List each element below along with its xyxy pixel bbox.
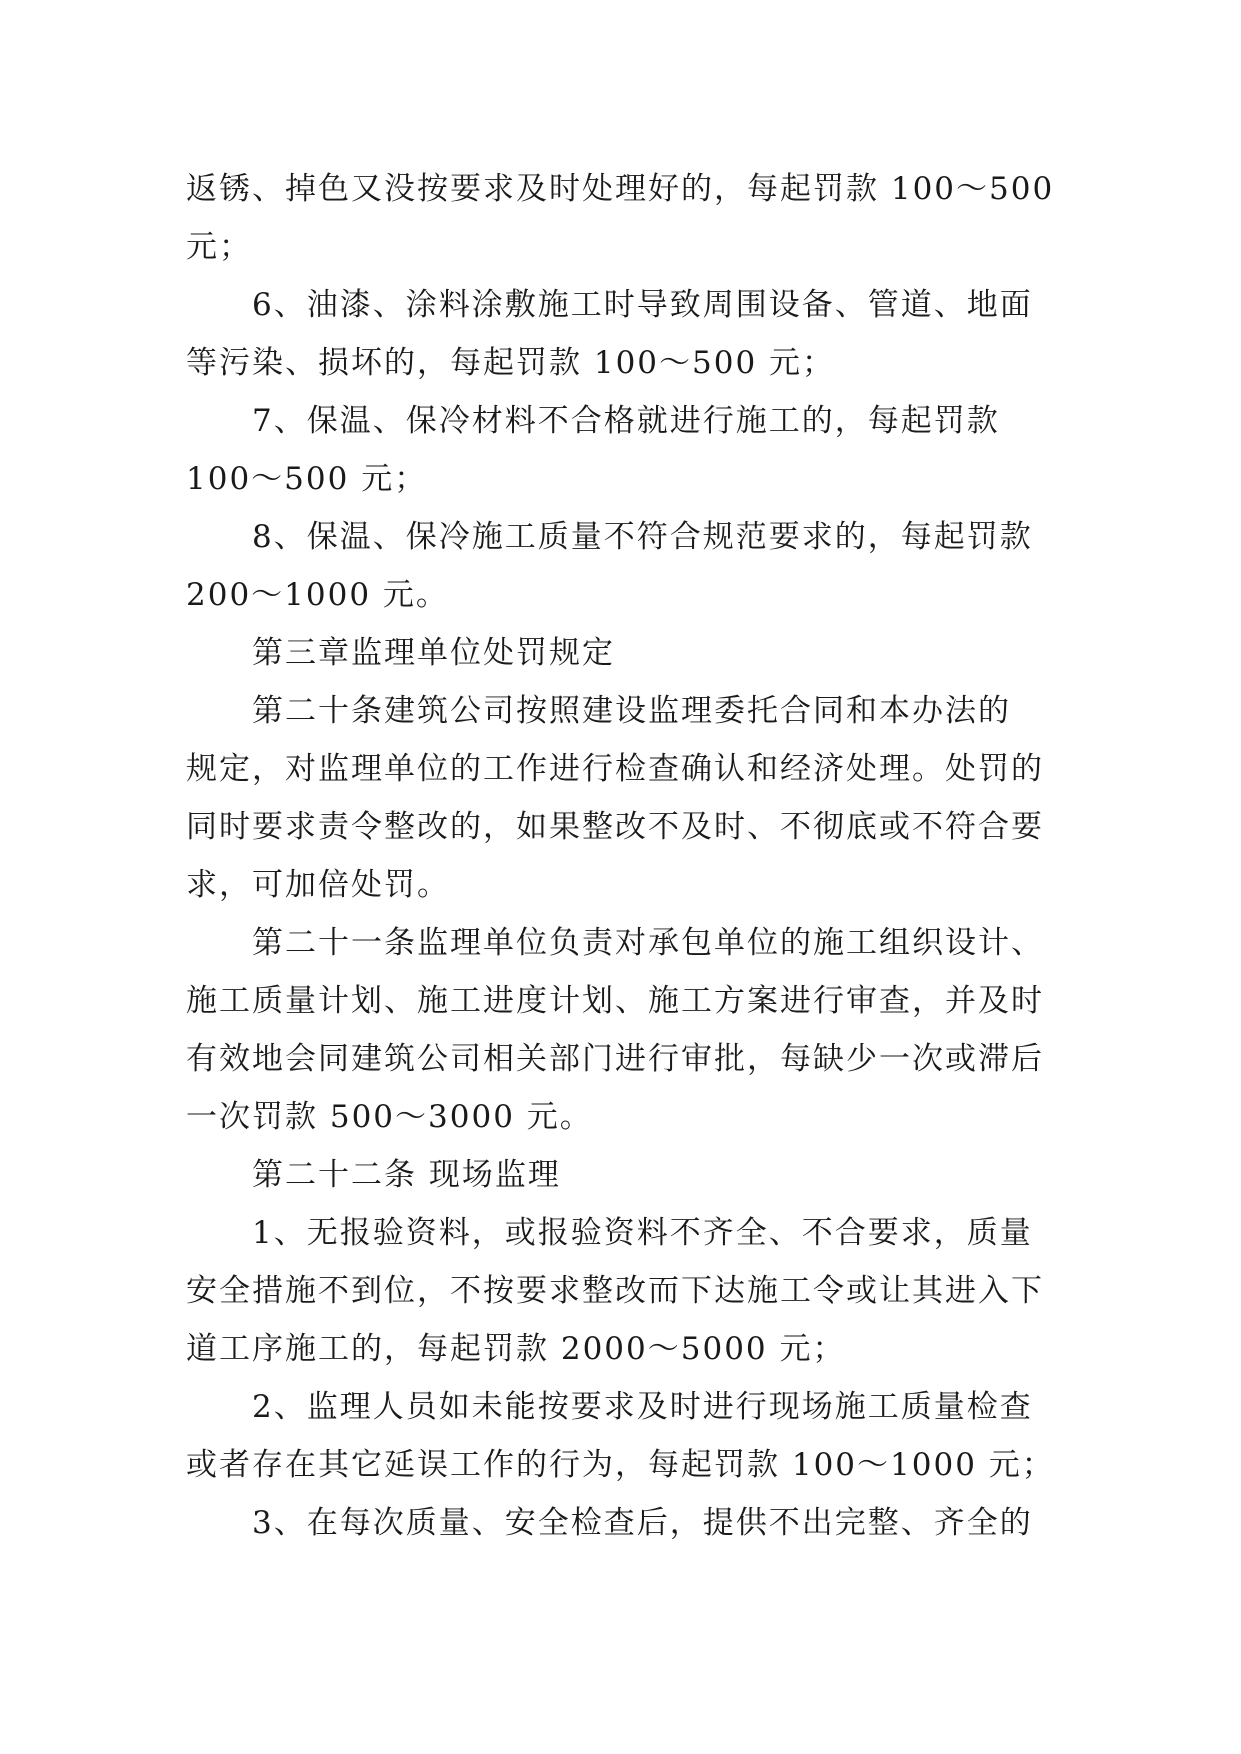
document-line: 第三章监理单位处罚规定: [252, 635, 615, 671]
document-line: 道工序施工的，每起罚款 2000～5000 元；: [186, 1331, 846, 1367]
document-line: 第二十二条 现场监理: [252, 1157, 561, 1193]
document-line: 一次罚款 500～3000 元。: [186, 1099, 593, 1135]
document-line: 元；: [186, 229, 252, 265]
document-line: 安全措施不到位，不按要求整改而下达施工令或让其进入下: [186, 1273, 1044, 1309]
document-line: 规定，对监理单位的工作进行检查确认和经济处理。处罚的: [186, 751, 1044, 787]
document-line: 7、保温、保冷材料不合格就进行施工的，每起罚款: [252, 403, 1000, 439]
document-line: 施工质量计划、施工进度计划、施工方案进行审查，并及时: [186, 983, 1044, 1019]
document-line: 8、保温、保冷施工质量不符合规范要求的，每起罚款: [252, 519, 1033, 555]
document-line: 第二十一条监理单位负责对承包单位的施工组织设计、: [252, 925, 1044, 961]
document-line: 100～500 元；: [186, 461, 428, 497]
document-body: [186, 160, 1055, 1552]
document-line: 求，可加倍处罚。: [186, 867, 450, 903]
document-line: 3、在每次质量、安全检查后，提供不出完整、齐全的: [252, 1505, 1033, 1541]
document-line: 第二十条建筑公司按照建设监理委托合同和本办法的: [252, 693, 1011, 729]
document-line: 200～1000 元。: [186, 577, 449, 613]
document-line: 返锈、掉色又没按要求及时处理好的，每起罚款 100～500: [186, 171, 1055, 207]
document-line: 1、无报验资料，或报验资料不齐全、不合要求，质量: [252, 1215, 1033, 1251]
document-line: 等污染、损坏的，每起罚款 100～500 元；: [186, 345, 836, 381]
document-line: 2、监理人员如未能按要求及时进行现场施工质量检查: [252, 1389, 1033, 1425]
document-line: 6、油漆、涂料涂敷施工时导致周围设备、管道、地面: [252, 287, 1033, 323]
document-line: 或者存在其它延误工作的行为，每起罚款 100～1000 元；: [186, 1447, 1055, 1483]
document-line: 同时要求责令整改的，如果整改不及时、不彻底或不符合要: [186, 809, 1044, 845]
document-line: 有效地会同建筑公司相关部门进行审批，每缺少一次或滞后: [186, 1041, 1044, 1077]
